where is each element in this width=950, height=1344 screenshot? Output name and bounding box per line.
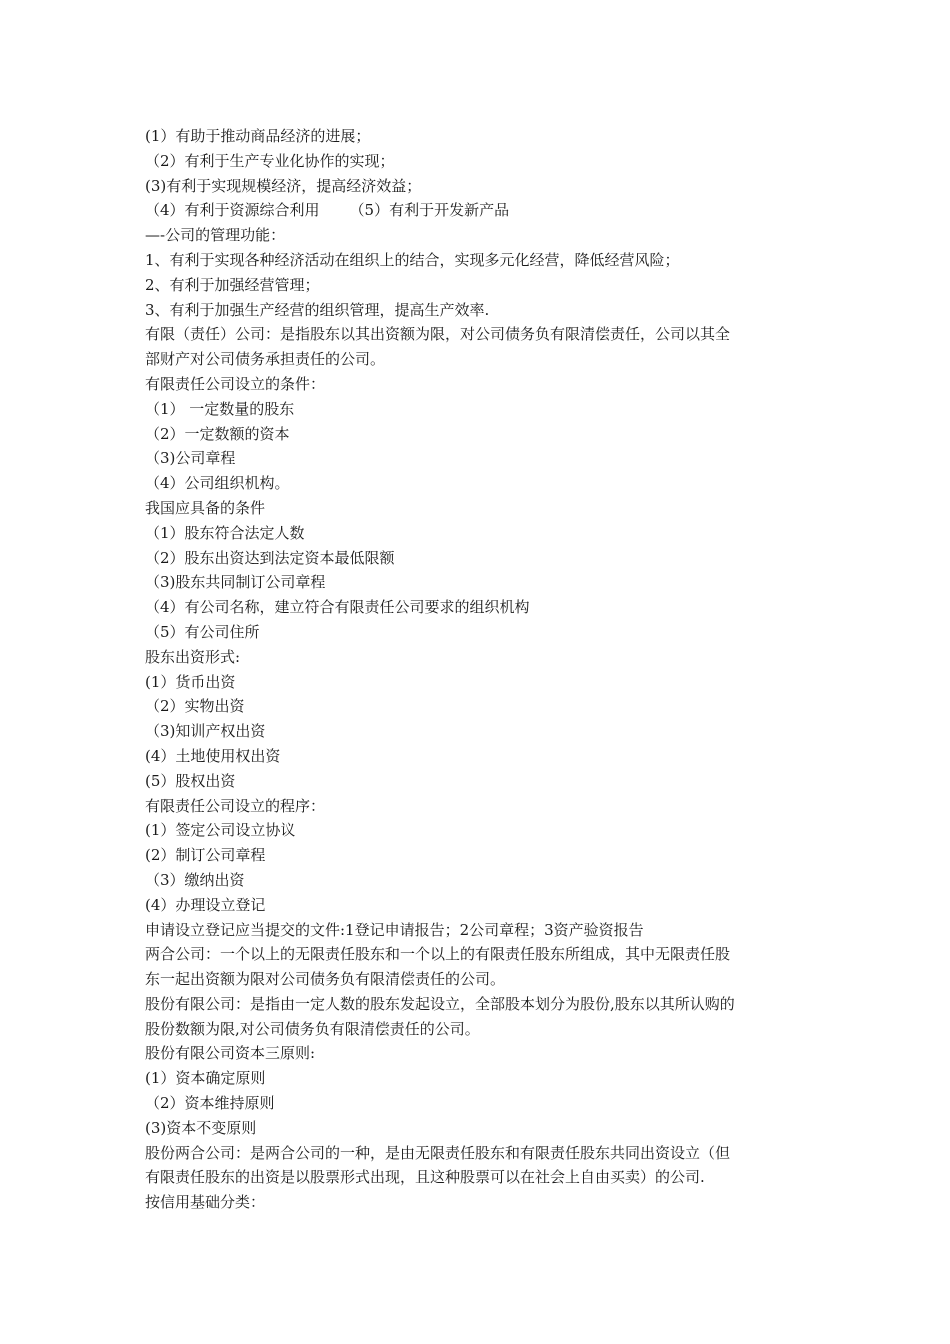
text-line: （2）有利于生产专业化协作的实现；	[145, 151, 395, 170]
text-line: (4）土地使用权出资	[145, 746, 281, 765]
section-heading: 股东出资形式:	[145, 647, 241, 666]
definition-line: 两合公司：一个以上的无限责任股东和一个以上的有限责任股东所组成，其中无限责任股	[145, 945, 731, 964]
definition-line: 部财产对公司债务承担责任的公司。	[145, 350, 386, 369]
text-line: (3)资本不变原则	[145, 1118, 257, 1137]
text-line: (3)有利于实现规模经济，提高经济效益；	[145, 176, 422, 195]
text-line: (1）有助于推动商品经济的进展；	[145, 127, 371, 145]
text-line: （3）缴纳出资	[145, 870, 245, 889]
definition-line: 有限（责任）公司：是指股东以其出资额为限，对公司债务负有限清偿责任，公司以其全	[145, 325, 731, 344]
document-body	[145, 124, 810, 1215]
section-heading: 按信用基础分类：	[145, 1193, 266, 1212]
text-line: (4）办理设立登记	[145, 895, 266, 914]
definition-line: 有限责任股东的出资是以股票形式出现，且这种股票可以在社会上自由买卖）的公司.	[145, 1168, 705, 1187]
text-line: （2）资本维持原则	[145, 1094, 275, 1113]
text-line: （4）有公司名称，建立符合有限责任公司要求的组织机构	[145, 598, 530, 617]
text-line: (1）签定公司设立协议	[145, 821, 296, 840]
definition-line: 股份数额为限,对公司债务负有限清偿责任的公司。	[145, 1019, 480, 1038]
text-line-pair	[145, 198, 810, 223]
text-line: (2）制订公司章程	[145, 846, 266, 865]
definition-line: 东一起出资额为限对公司债务负有限清偿责任的公司。	[145, 970, 506, 989]
definition-line: 股份有限公司：是指由一定人数的股东发起设立，全部股本划分为股份,股东以其所认购的	[145, 994, 735, 1013]
text-line: 3、有利于加强生产经营的组织管理，提高生产效率.	[145, 300, 490, 319]
text-line: 2、有利于加强经营管理；	[145, 275, 320, 294]
text-line: (1）资本确定原则	[145, 1069, 266, 1088]
text-line: （2）股东出资达到法定资本最低限额	[145, 548, 395, 567]
text-line: (1）货币出资	[145, 672, 236, 691]
text-line: （2）实物出资	[145, 697, 245, 716]
text-line: （3)公司章程	[145, 449, 236, 468]
text-line: （3)知训产权出资	[145, 722, 266, 741]
section-heading: 有限责任公司设立的条件：	[145, 374, 326, 393]
text-line: （5）有公司住所	[145, 622, 260, 641]
text-line: （1）股东符合法定人数	[145, 523, 305, 542]
text-line: 1、有利于实现各种经济活动在组织上的结合，实现多元化经营，降低经营风险；	[145, 250, 680, 269]
section-heading: 股份有限公司资本三原则:	[145, 1044, 316, 1063]
section-heading: 我国应具备的条件	[145, 498, 266, 517]
text-item: （5）有利于开发新产品	[349, 201, 510, 220]
text-item: （4）有利于资源综合利用	[145, 201, 320, 220]
section-heading: 有限责任公司设立的程序：	[145, 796, 326, 815]
text-line: （3)股东共同制订公司章程	[145, 573, 326, 592]
text-line: 申请设立登记应当提交的文件:1登记申请报告；2公司章程；3资产验资报告	[145, 920, 644, 939]
text-line: （2）一定数额的资本	[145, 424, 290, 443]
section-heading: —-公司的管理功能：	[145, 226, 286, 245]
definition-line: 股份两合公司：是两合公司的一种，是由无限责任股东和有限责任股东共同出资设立（但	[145, 1143, 731, 1162]
text-line: (5）股权出资	[145, 771, 236, 790]
text-line: （4）公司组织机构。	[145, 474, 290, 493]
text-line: （1） 一定数量的股东	[145, 399, 295, 418]
